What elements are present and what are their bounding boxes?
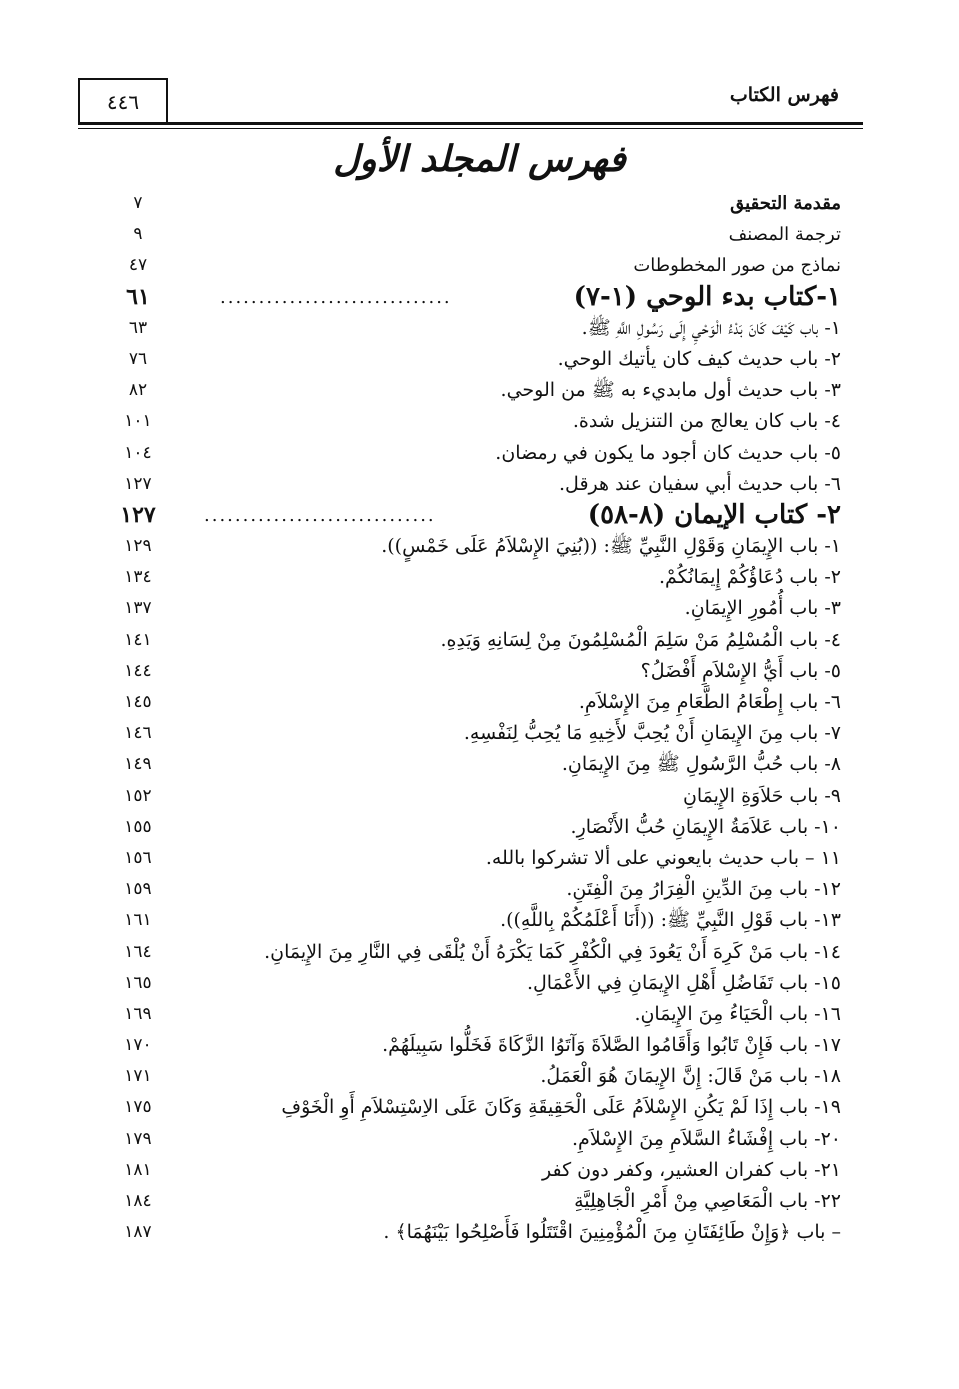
entry-text: ١٦- باب الْحَيَاءُ مِنَ الإِيمَانِ. xyxy=(634,1002,841,1025)
entry-text: نماذج من صور المخطوطات xyxy=(633,255,841,277)
entry-text: ٤- باب كان يعالج من التنزيل شدة. xyxy=(572,410,841,433)
entry-page: ١٦٩ xyxy=(124,1003,152,1024)
leader-dots: .............................. xyxy=(204,504,436,526)
entry-page: ١٧٩ xyxy=(124,1128,152,1149)
entry-text: ٣- باب حديث أول مابديء به ﷺ من الوحي. xyxy=(500,379,841,402)
entry-text: ١٤- باب مَنْ كَرِهَ أَنْ يَعُودَ فِي الْكُفْرِ كَمَا يَكْرَهُ أَنْ يُلْقَى فِي النَّارِ مِنَ الإِيمَانِ. xyxy=(264,940,841,963)
entry-text: ١٥- باب تَفَاضُلِ أَهْلِ الإِيمَانِ فِي الأَعْمَالِ. xyxy=(526,971,841,994)
entry-page: ١٢٩ xyxy=(124,536,152,557)
index-entry xyxy=(80,937,841,968)
index-entry xyxy=(80,625,841,656)
index-entry xyxy=(80,469,841,500)
entry-page: ٨٢ xyxy=(128,380,148,401)
entry-text: ٦- باب حديث أبي سفيان عند هرقل. xyxy=(559,472,841,495)
entry-text: ٤- باب الْمُسْلِمُ مَنْ سَلِمَ الْمُسْلِمُونَ مِنْ لِسَانِهِ وَيَدِهِ. xyxy=(440,628,841,651)
entry-page: ١٤٦ xyxy=(124,723,152,744)
book-heading xyxy=(80,500,841,531)
index-entry xyxy=(80,656,841,687)
entry-text: ٧- باب مِنَ الإِيمَانِ أَنْ يُحِبَّ لأَخِيهِ مَا يُحِبُّ لِنَفْسِهِ. xyxy=(463,722,841,745)
index-entry xyxy=(80,1061,841,1092)
index-entry xyxy=(80,438,841,469)
entry-page: ١٤٩ xyxy=(124,754,152,775)
entry-text: ٩- باب حَلاَوَةِ الإِيمَانِ xyxy=(682,784,841,807)
entry-text: ٣- باب أُمُورِ الإِيمَانِ. xyxy=(684,597,841,620)
entry-page: ١٨١ xyxy=(124,1159,152,1180)
entry-text: ٢- باب دُعَاؤُكُمْ إِيمَانُكُمْ. xyxy=(659,566,841,589)
index-entry xyxy=(80,874,841,905)
entry-text: ٢- باب حديث كيف كان يأتيك الوحي. xyxy=(557,347,841,370)
entry-text: مقدمة التحقيق xyxy=(730,193,841,214)
entry-page: ١٦٤ xyxy=(124,941,152,962)
index-entry xyxy=(80,781,841,812)
entry-page: ١٠٤ xyxy=(124,442,152,463)
entry-text: ٢١- باب كفران العشير، وكفر دون كفر xyxy=(542,1158,841,1181)
entry-page: ١٤١ xyxy=(124,629,152,650)
entry-text: ترجمة المصنف xyxy=(728,224,841,246)
entry-text: ٥- باب حديث كان أجود ما يكون في رمضان. xyxy=(495,441,841,464)
index-entry xyxy=(80,1124,841,1155)
index-list xyxy=(80,188,841,1248)
entry-text: ٢٢- باب الْمَعَاصِي مِنْ أَمْرِ الْجَاهِلِيَّةِ xyxy=(574,1190,841,1212)
index-entry xyxy=(80,531,841,562)
entry-page: ٧ xyxy=(133,193,143,213)
leader-dots: .............................. xyxy=(220,286,452,308)
index-entry xyxy=(80,718,841,749)
index-entry xyxy=(80,812,841,843)
entry-page: ١٦١ xyxy=(124,910,152,931)
entry-page: ١٣٧ xyxy=(124,598,152,619)
book-heading xyxy=(80,282,841,313)
entry-text: ١٨- باب مَنْ قَالَ: إِنَّ الإِيمَانَ هُوَ الْعَمَلُ. xyxy=(540,1065,841,1088)
page-number: ٤٤٦ xyxy=(106,90,140,114)
entry-page: ١٧٥ xyxy=(124,1097,152,1118)
index-entry xyxy=(80,406,841,437)
index-entry xyxy=(80,344,841,375)
index-entry xyxy=(80,562,841,593)
entry-page: ١٠١ xyxy=(124,411,152,432)
entry-page: ١٨٧ xyxy=(124,1222,152,1243)
index-entry xyxy=(80,749,841,780)
index-entry xyxy=(80,843,841,874)
entry-text: ١٢- باب مِنَ الدِّينِ الْفِرَارُ مِنَ الْفِتَنِ. xyxy=(566,878,841,901)
entry-page: ١٥٢ xyxy=(124,785,152,806)
entry-text: ١١ – باب حديث بايعوني على ألا تشركوا بالله. xyxy=(485,846,841,869)
running-header-title: فهرس الكتاب xyxy=(729,84,839,106)
index-entry xyxy=(80,219,841,250)
index-entry xyxy=(80,968,841,999)
entry-page: ٩ xyxy=(133,224,143,245)
entry-text: ١٧- باب فَإِنْ تَابُوا وَأَقَامُوا الصَّلاَةَ وَآتَوُا الزَّكَاةَ فَخَلُّوا سَبِيلَهُمْ. xyxy=(382,1034,841,1057)
index-entry xyxy=(80,188,841,219)
entry-page: ١٥٩ xyxy=(124,879,152,900)
entry-text: ٢٠- باب إِفْشَاءُ السَّلاَمِ مِنَ الإِسْلاَمِ. xyxy=(572,1127,841,1150)
entry-page: ١٨٤ xyxy=(124,1191,152,1211)
entry-page: ٦٣ xyxy=(128,317,148,338)
book-heading-page: ٦١ xyxy=(126,283,150,310)
entry-text: ١٠- باب عَلاَمَةُ الإِيمَانِ حُبُّ الأَنْصَارِ. xyxy=(570,815,841,838)
entry-text: ٥- باب أَيُّ الإِسْلاَمِ أَفْضَلُ؟ xyxy=(640,659,841,682)
entry-page: ٧٦ xyxy=(128,348,148,369)
index-entry xyxy=(80,1155,841,1186)
index-entry xyxy=(80,1217,841,1248)
entry-text: ١٣- باب قَوْلِ النَّبِيِّ ﷺ: ((أَنَا أَعْلَمُكُمْ بِاللَّهِ)). xyxy=(500,909,841,932)
book-heading-text: ٢- كتاب الإيمان (٨-٥٨) xyxy=(587,499,841,530)
entry-page: ١٥٦ xyxy=(124,847,152,868)
index-title: فهرس المجلد الأول xyxy=(333,138,626,180)
entry-page: ١٤٤ xyxy=(124,660,152,681)
index-entry xyxy=(80,313,841,344)
book-heading-text: ١-كتاب بدء الوحي (١-٧) xyxy=(573,281,841,312)
entry-text: – باب ﴿وَإِنْ طَائِفَتَانِ مِنَ الْمُؤْمِنِينَ اقْتَتَلُوا فَأَصْلِحُوا بَيْنَهُمَا﴾ . xyxy=(383,1221,841,1244)
entry-text: ١- باب الإِيمَانِ وَقَوْلِ النَّبِيِّ ﷺ: ((بُنِيَ الإِسْلاَمُ عَلَى خَمْسٍ)). xyxy=(381,535,841,558)
index-entry xyxy=(80,1030,841,1061)
entry-page: ١٧٠ xyxy=(124,1035,152,1056)
header-rule-thin xyxy=(78,128,863,129)
entry-page: ١٣٤ xyxy=(124,567,152,588)
header-rule-thick xyxy=(78,122,863,125)
entry-text: ٦- باب إِطْعَامُ الطَّعَامِ مِنَ الإِسْلاَمِ. xyxy=(578,691,841,713)
entry-page: ١٦٥ xyxy=(124,972,152,993)
entry-page: ١٢٧ xyxy=(124,473,152,494)
book-heading-page: ١٢٧ xyxy=(120,501,156,528)
index-entry xyxy=(80,1092,841,1123)
entry-text: ١- باب كَيْفَ كَانَ بَدْءُ الْوَحْيِ إِلَى رَسُولِ اللَّهِ ﷺ. xyxy=(581,316,841,339)
entry-page: ١٥٥ xyxy=(124,816,152,837)
index-entry xyxy=(80,687,841,718)
entry-text: ١٩- باب إِذَا لَمْ يَكُنِ الإِسْلاَمُ عَلَى الْحَقِيقَةِ وَكَانَ عَلَى الاِسْتِسْلاَمِ أَوِ الْخَوْفِ xyxy=(281,1096,841,1119)
entry-page: ١٤٥ xyxy=(124,692,152,712)
index-entry xyxy=(80,250,841,281)
entry-page: ٤٧ xyxy=(128,255,148,276)
index-entry xyxy=(80,905,841,936)
entry-text: ٨- باب حُبُّ الرَّسُولِ ﷺ مِنَ الإِيمَانِ. xyxy=(561,753,841,776)
index-entry xyxy=(80,1186,841,1217)
entry-page: ١٧١ xyxy=(124,1066,152,1087)
page-number-box xyxy=(78,78,168,124)
index-entry xyxy=(80,593,841,624)
index-entry xyxy=(80,375,841,406)
index-entry xyxy=(80,999,841,1030)
